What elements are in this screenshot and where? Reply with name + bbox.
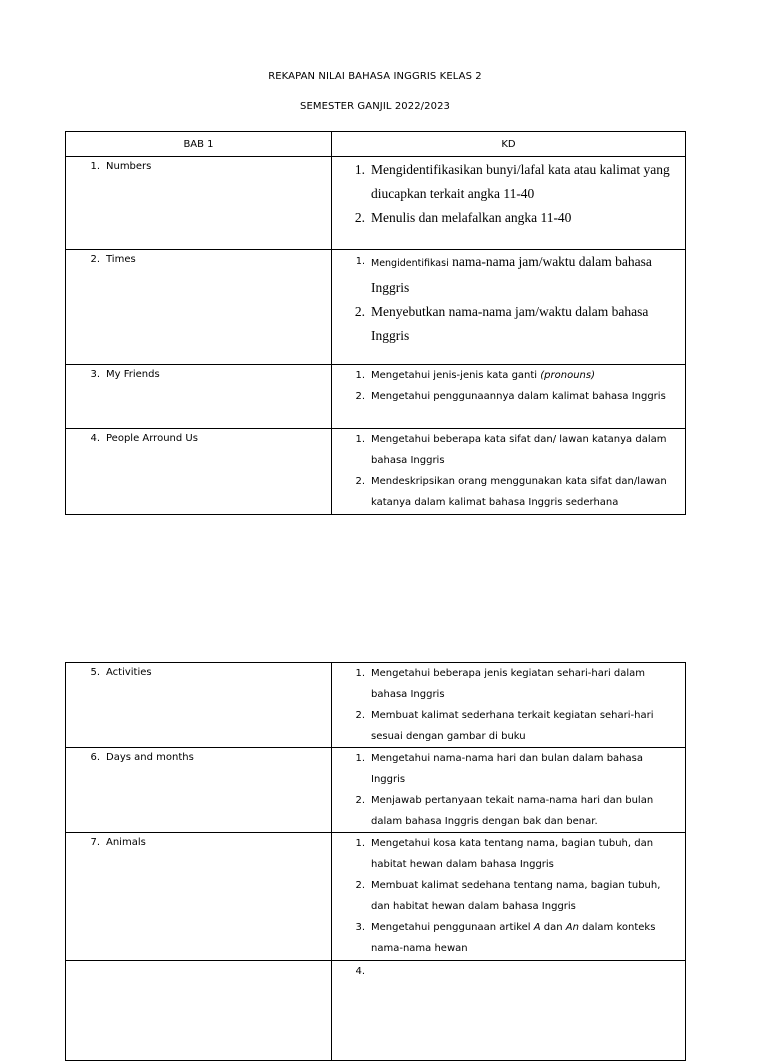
bab-cell — [66, 250, 332, 365]
bab-cell — [66, 429, 332, 515]
column-header-kd: KD — [332, 132, 686, 157]
bab-number: 3. — [90, 369, 100, 380]
kd-cell — [332, 833, 686, 961]
list-item — [355, 705, 675, 747]
kd-cell — [332, 157, 686, 250]
bab-cell — [66, 663, 332, 748]
list-item-number: 2. — [355, 391, 365, 402]
list-item — [355, 833, 675, 875]
bab-number: 1. — [90, 161, 100, 172]
list-item-number: 2. — [354, 304, 365, 319]
list-item-number: 2. — [354, 210, 365, 225]
table-row — [66, 833, 686, 961]
list-item-text: Mengetahui beberapa jenis kegiatan sehari-hari dalam bahasa Inggris — [371, 668, 646, 700]
list-item-number: 1. — [355, 668, 365, 679]
bab-label: Days and months — [106, 752, 194, 763]
bab-number: 4. — [90, 433, 100, 444]
list-item-number: 1. — [355, 370, 365, 381]
list-item-number: 1. — [355, 838, 365, 849]
list-item-text: Membuat kalimat sedehana tentang nama, bagian tubuh, dan habitat hewan dalam bahasa Inggris — [371, 880, 661, 912]
kd-cell — [332, 365, 686, 429]
table-row — [66, 663, 686, 748]
bab-number: 7. — [90, 837, 100, 848]
list-item-text: Menyebutkan nama-nama jam/waktu dalam bahasa Inggris — [371, 304, 649, 343]
document-title: REKAPAN NILAI BAHASA INGGRIS KELAS 2 — [268, 71, 482, 82]
table-row — [66, 961, 686, 1061]
kd-table-1 — [65, 131, 686, 515]
list-item — [355, 790, 675, 832]
document-subtitle: SEMESTER GANJIL 2022/2023 — [300, 101, 450, 112]
bab-cell — [66, 961, 332, 1061]
kd-cell — [332, 663, 686, 748]
list-item-text: nama-nama jam/waktu dalam bahasa Inggris — [371, 254, 652, 295]
list-item-italic: (pronouns) — [540, 370, 595, 381]
list-item-text: Mengetahui beberapa kata sifat dan/ lawan katanya dalam bahasa Inggris — [371, 434, 667, 466]
bab-label: Times — [106, 254, 136, 265]
list-item — [355, 917, 675, 959]
list-item — [355, 748, 675, 790]
bab-number: 2. — [90, 254, 100, 265]
list-item-number: 2. — [355, 795, 365, 806]
bab-cell — [66, 157, 332, 250]
list-item-text: dalam konteks nama-nama hewan — [371, 922, 656, 954]
bab-cell — [66, 833, 332, 961]
bab-label: Activities — [106, 667, 152, 678]
table-row — [66, 365, 686, 429]
bab-cell — [66, 365, 332, 429]
kd-cell — [332, 748, 686, 833]
bab-label: People Arround Us — [106, 433, 198, 444]
list-item — [354, 300, 675, 348]
list-item-number: 2. — [355, 710, 365, 721]
list-item-number: 1. — [355, 256, 365, 267]
list-item — [354, 206, 675, 230]
list-item-prefix: Mengidentifikasi — [371, 258, 449, 269]
list-item-text: Mengidentifikasikan bunyi/lafal kata atau kalimat yang diucapkan terkait angka 11-40 — [371, 162, 670, 201]
list-item — [355, 429, 675, 471]
kd-cell — [332, 429, 686, 515]
list-item-italic: A — [533, 922, 541, 933]
list-item-number: 3. — [355, 922, 365, 933]
bab-number: 6. — [90, 752, 100, 763]
list-item — [355, 663, 675, 705]
bab-label: Numbers — [106, 161, 152, 172]
kd-cell — [332, 961, 686, 1061]
list-item-number: 4. — [355, 966, 365, 977]
bab-cell — [66, 748, 332, 833]
list-item — [355, 365, 675, 386]
kd-cell — [332, 250, 686, 365]
list-item-text: Mengetahui penggunaan artikel — [371, 922, 534, 933]
list-item-text: Mengetahui jenis-jenis kata ganti — [371, 370, 541, 381]
table-row — [66, 250, 686, 365]
list-item-text: Menjawab pertanyaan tekait nama-nama hari dan bulan dalam bahasa Inggris dengan bak dan benar. — [371, 795, 654, 827]
list-item-number: 2. — [355, 880, 365, 891]
kd-table-2 — [65, 662, 686, 1061]
list-item-text: Membuat kalimat sederhana terkait kegiatan sehari-hari sesuai dengan gambar di buku — [371, 710, 654, 742]
bab-number: 5. — [90, 667, 100, 678]
list-item-number: 1. — [355, 753, 365, 764]
list-item-text: Mengetahui nama-nama hari dan bulan dalam bahasa Inggris — [371, 753, 643, 785]
list-item-italic: An — [565, 922, 579, 933]
list-item — [355, 471, 675, 513]
table-row — [66, 748, 686, 833]
list-item-text: Menulis dan melafalkan angka 11-40 — [371, 210, 572, 225]
bab-label: My Friends — [106, 369, 160, 380]
list-item — [355, 386, 675, 407]
bab-label: Animals — [106, 837, 146, 848]
column-header-bab: BAB 1 — [66, 132, 332, 157]
list-item-number: 1. — [354, 162, 365, 177]
list-item — [355, 250, 675, 300]
list-item-text: Mengetahui kosa kata tentang nama, bagian tubuh, dan habitat hewan dalam bahasa Inggris — [371, 838, 654, 870]
table-row — [66, 429, 686, 515]
list-item — [354, 158, 675, 206]
list-item-text: dan — [540, 922, 566, 933]
list-item — [355, 875, 675, 917]
list-item-text: Mendeskripsikan orang menggunakan kata sifat dan/lawan katanya dalam kalimat bahasa Inggris sederhana — [371, 476, 667, 508]
table-row — [66, 157, 686, 250]
list-item-number: 1. — [355, 434, 365, 445]
list-item-text: Mengetahui penggunaannya dalam kalimat bahasa Inggris — [371, 391, 666, 402]
table-header-row — [66, 132, 686, 157]
list-item-number: 2. — [355, 476, 365, 487]
